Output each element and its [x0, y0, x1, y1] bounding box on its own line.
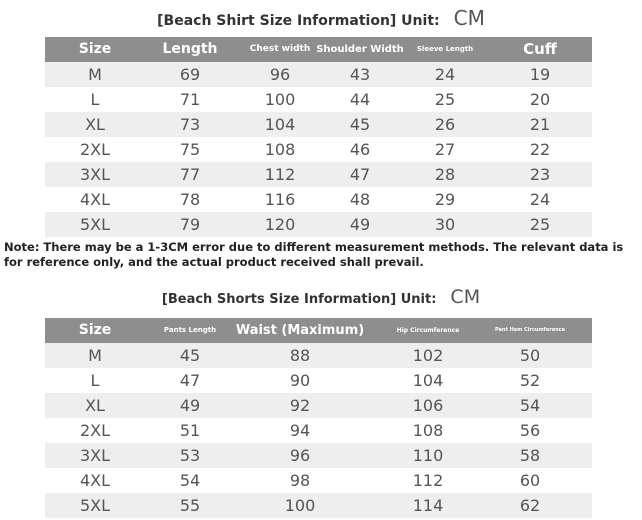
table-cell: 112	[264, 165, 296, 184]
table-cell: XL	[85, 115, 105, 134]
table-cell: 71	[179, 90, 201, 109]
table-cell: 54	[179, 471, 201, 490]
table-cell: 22	[529, 140, 551, 159]
table-cell: 110	[412, 446, 444, 465]
shorts-unit: CM	[450, 286, 481, 308]
column-header: Size	[78, 322, 112, 338]
table-cell: 53	[179, 446, 201, 465]
table-cell: 78	[179, 190, 201, 209]
column-header: Sleeve Length	[416, 45, 474, 53]
table-cell: 69	[179, 65, 201, 84]
table-cell: 102	[412, 346, 444, 365]
header-row	[45, 37, 592, 62]
table-cell: 4XL	[79, 471, 111, 490]
table-row	[45, 87, 592, 112]
table-cell: 96	[269, 65, 291, 84]
table-cell: 43	[349, 65, 371, 84]
table-cell: XL	[85, 396, 105, 415]
table-cell: 24	[529, 190, 551, 209]
table-cell: 19	[529, 65, 551, 84]
table-row	[45, 187, 592, 212]
table-cell: 2XL	[79, 421, 111, 440]
table-cell: 28	[434, 165, 456, 184]
table-cell: 112	[412, 471, 444, 490]
table-cell: 3XL	[79, 165, 111, 184]
table-row	[45, 162, 592, 187]
header-row	[45, 318, 592, 343]
column-header: Hip Circumference	[396, 327, 460, 334]
table-cell: 94	[289, 421, 311, 440]
column-header: Waist (Maximum)	[235, 323, 365, 338]
table-cell: 5XL	[79, 215, 111, 234]
table-cell: 56	[519, 421, 541, 440]
table-cell: 29	[434, 190, 456, 209]
table-row	[45, 468, 592, 493]
column-header: Cuff	[523, 40, 557, 58]
table-cell: 79	[179, 215, 201, 234]
measurement-note: Note: There may be a 1-3CM error due to different measurement methods. The relevant data is for reference only, and the actual product received shall prevail.	[4, 240, 624, 269]
table-cell: 46	[349, 140, 371, 159]
table-cell: L	[90, 90, 100, 109]
table-cell: 47	[179, 371, 201, 390]
table-cell: 77	[179, 165, 201, 184]
table-cell: 25	[529, 215, 551, 234]
table-cell: 44	[349, 90, 371, 109]
table-cell: M	[88, 346, 102, 365]
table-row	[45, 343, 592, 368]
table-cell: 100	[264, 90, 296, 109]
table-cell: 120	[264, 215, 296, 234]
table-cell: 30	[434, 215, 456, 234]
table-cell: M	[88, 65, 102, 84]
shirt-size-table	[45, 37, 592, 237]
table-row	[45, 112, 592, 137]
table-cell: 100	[284, 496, 316, 515]
table-cell: 116	[264, 190, 296, 209]
table-cell: 88	[289, 346, 311, 365]
table-cell: 98	[289, 471, 311, 490]
table-cell: 49	[179, 396, 201, 415]
table-cell: 92	[289, 396, 311, 415]
table-cell: 73	[179, 115, 201, 134]
table-cell: 52	[519, 371, 541, 390]
table-cell: 106	[412, 396, 444, 415]
table-cell: 48	[349, 190, 371, 209]
table-cell: L	[90, 371, 100, 390]
table-cell: 54	[519, 396, 541, 415]
shorts-size-table	[45, 318, 592, 518]
table-cell: 96	[289, 446, 311, 465]
table-cell: 104	[264, 115, 296, 134]
shorts-title-text: [Beach Shorts Size Information] Unit:	[161, 292, 437, 307]
table-cell: 27	[434, 140, 456, 159]
table-cell: 2XL	[79, 140, 111, 159]
shirt-title-text: [Beach Shirt Size Information] Unit:	[157, 13, 440, 29]
table-cell: 114	[412, 496, 444, 515]
table-row	[45, 393, 592, 418]
table-cell: 51	[179, 421, 201, 440]
column-header: Size	[78, 41, 112, 57]
column-header: Chest width	[249, 44, 311, 54]
table-cell: 75	[179, 140, 201, 159]
table-cell: 20	[529, 90, 551, 109]
table-cell: 90	[289, 371, 311, 390]
table-cell: 104	[412, 371, 444, 390]
table-cell: 49	[349, 215, 371, 234]
table-cell: 4XL	[79, 190, 111, 209]
table-row	[45, 368, 592, 393]
table-row	[45, 418, 592, 443]
table-cell: 62	[519, 496, 541, 515]
column-header: Pants Length	[163, 326, 217, 334]
table-cell: 23	[529, 165, 551, 184]
table-row	[45, 137, 592, 162]
table-cell: 108	[264, 140, 296, 159]
table-cell: 55	[179, 496, 201, 515]
column-header: Shoulder Width	[316, 44, 404, 55]
table-cell: 24	[434, 65, 456, 84]
table-row	[45, 443, 592, 468]
table-cell: 45	[349, 115, 371, 134]
table-row	[45, 212, 592, 237]
shirt-title	[0, 6, 642, 30]
table-cell: 21	[529, 115, 551, 134]
shorts-title	[0, 286, 642, 308]
table-row	[45, 493, 592, 518]
table-cell: 3XL	[79, 446, 111, 465]
shirt-unit: CM	[453, 6, 485, 30]
table-cell: 5XL	[79, 496, 111, 515]
table-cell: 108	[412, 421, 444, 440]
table-cell: 45	[179, 346, 201, 365]
table-cell: 50	[519, 346, 541, 365]
table-cell: 58	[519, 446, 541, 465]
column-header: Pant Hem Circumference	[494, 327, 566, 333]
table-cell: 47	[349, 165, 371, 184]
table-cell: 60	[519, 471, 541, 490]
table-cell: 25	[434, 90, 456, 109]
table-row	[45, 62, 592, 87]
table-cell: 26	[434, 115, 456, 134]
column-header: Length	[162, 41, 218, 57]
